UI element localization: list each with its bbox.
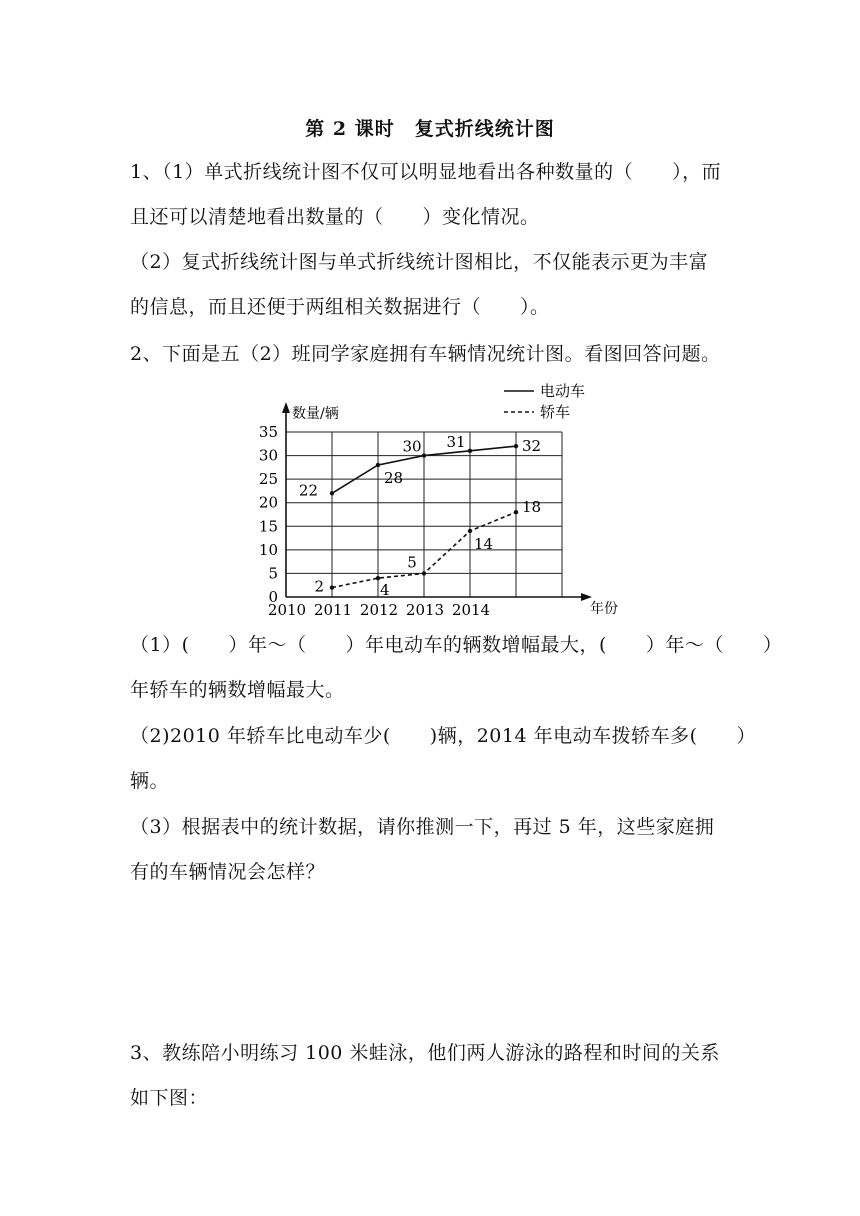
y-tick-5: 5 (268, 564, 278, 583)
series-2-point-2014 (514, 510, 518, 514)
series-1-label-2014: 32 (522, 437, 542, 456)
chart-series (299, 433, 541, 599)
legend-label-2: 轿车 (540, 403, 571, 421)
series-2-label-2012: 5 (407, 553, 417, 572)
y-tick-labels (259, 423, 278, 606)
y-tick-25: 25 (258, 470, 278, 489)
series-1-point-2011 (376, 463, 380, 467)
x-axis-label: 年份 (590, 601, 618, 617)
x-tick-2011: 2011 (313, 601, 353, 619)
q2-sub3-line-2: 有的车辆情况会怎样？ (130, 861, 326, 883)
q2-sub1-line-1: （1）( ）年～（ ）年电动车的辆数增幅最大，( ）年～（ ） (130, 634, 783, 656)
q1-text-line-1: 1、（1）单式折线统计图不仅可以明显地看出各种数量的（ ），而 (130, 161, 722, 183)
series-2-point-2011 (376, 576, 380, 580)
series-1-point-2014 (514, 444, 518, 448)
series-1-label-2013: 31 (446, 432, 466, 451)
series-2-label-2013: 14 (474, 535, 494, 553)
y-tick-30: 30 (258, 446, 278, 465)
x-tick-2014: 2014 (451, 601, 491, 619)
y-tick-0: 0 (268, 588, 278, 606)
y-axis-label: 数量/辆 (292, 406, 339, 422)
page-title: 第 2 课时 复式折线统计图 (305, 118, 555, 140)
y-tick-10: 10 (258, 540, 278, 559)
q1-text-line-4: 的信息，而且还便于两组相关数据进行（ ）。 (130, 296, 550, 318)
series-1-point-2012 (422, 453, 426, 457)
legend-label-1: 电动车 (540, 382, 586, 400)
series-1-point-2010 (330, 491, 334, 495)
x-tick-labels (268, 601, 490, 619)
chart-svg (228, 376, 618, 624)
series-1-label-2010: 22 (298, 481, 318, 500)
y-tick-35: 35 (258, 423, 278, 441)
y-axis-arrow (282, 402, 290, 413)
q2-intro: 2、下面是五（2）班同学家庭拥有车辆情况统计图。看图回答问题。 (130, 343, 721, 365)
series-2-point-2010 (330, 585, 334, 589)
q1-text-line-3: （2）复式折线统计图与单式折线统计图相比，不仅能表示更为丰富 (130, 251, 709, 273)
series-1-label-2011: 28 (384, 469, 404, 487)
vehicle-line-chart (228, 376, 618, 624)
q3-text-line-2: 如下图： (130, 1087, 209, 1109)
q2-sub1-line-2: 年轿车的辆数增幅最大。 (130, 679, 345, 701)
series-2-label-2014: 18 (522, 498, 542, 517)
q2-sub3-line-1: （3）根据表中的统计数据，请你推测一下，再过 5 年，这些家庭拥 (130, 816, 715, 838)
series-1-point-2013 (468, 449, 472, 453)
x-tick-2013: 2013 (405, 601, 445, 619)
y-tick-15: 15 (258, 517, 278, 536)
series-2-point-2012 (422, 571, 426, 575)
x-axis-arrow (581, 593, 592, 601)
q1-text-line-2: 且还可以清楚地看出数量的（ ）变化情况。 (130, 206, 540, 228)
series-2-label-2010: 2 (314, 577, 324, 596)
chart-legend (504, 382, 585, 421)
x-tick-2012: 2012 (359, 601, 399, 619)
series-2-point-2013 (468, 529, 472, 533)
series-2-label-2011: 4 (380, 581, 390, 600)
y-tick-20: 20 (258, 493, 278, 512)
series-1-label-2012: 30 (402, 437, 422, 456)
q2-sub2-line-2: 辆。 (130, 770, 170, 792)
q3-text-line-1: 3、教练陪小明练习 100 米蛙泳，他们两人游泳的路程和时间的关系 (130, 1042, 720, 1064)
q2-sub2-line-1: （2)2010 年轿车比电动车少( )辆，2014 年电动车拨轿车多( ） (130, 725, 757, 747)
x-tick-2010: 2010 (267, 601, 307, 619)
